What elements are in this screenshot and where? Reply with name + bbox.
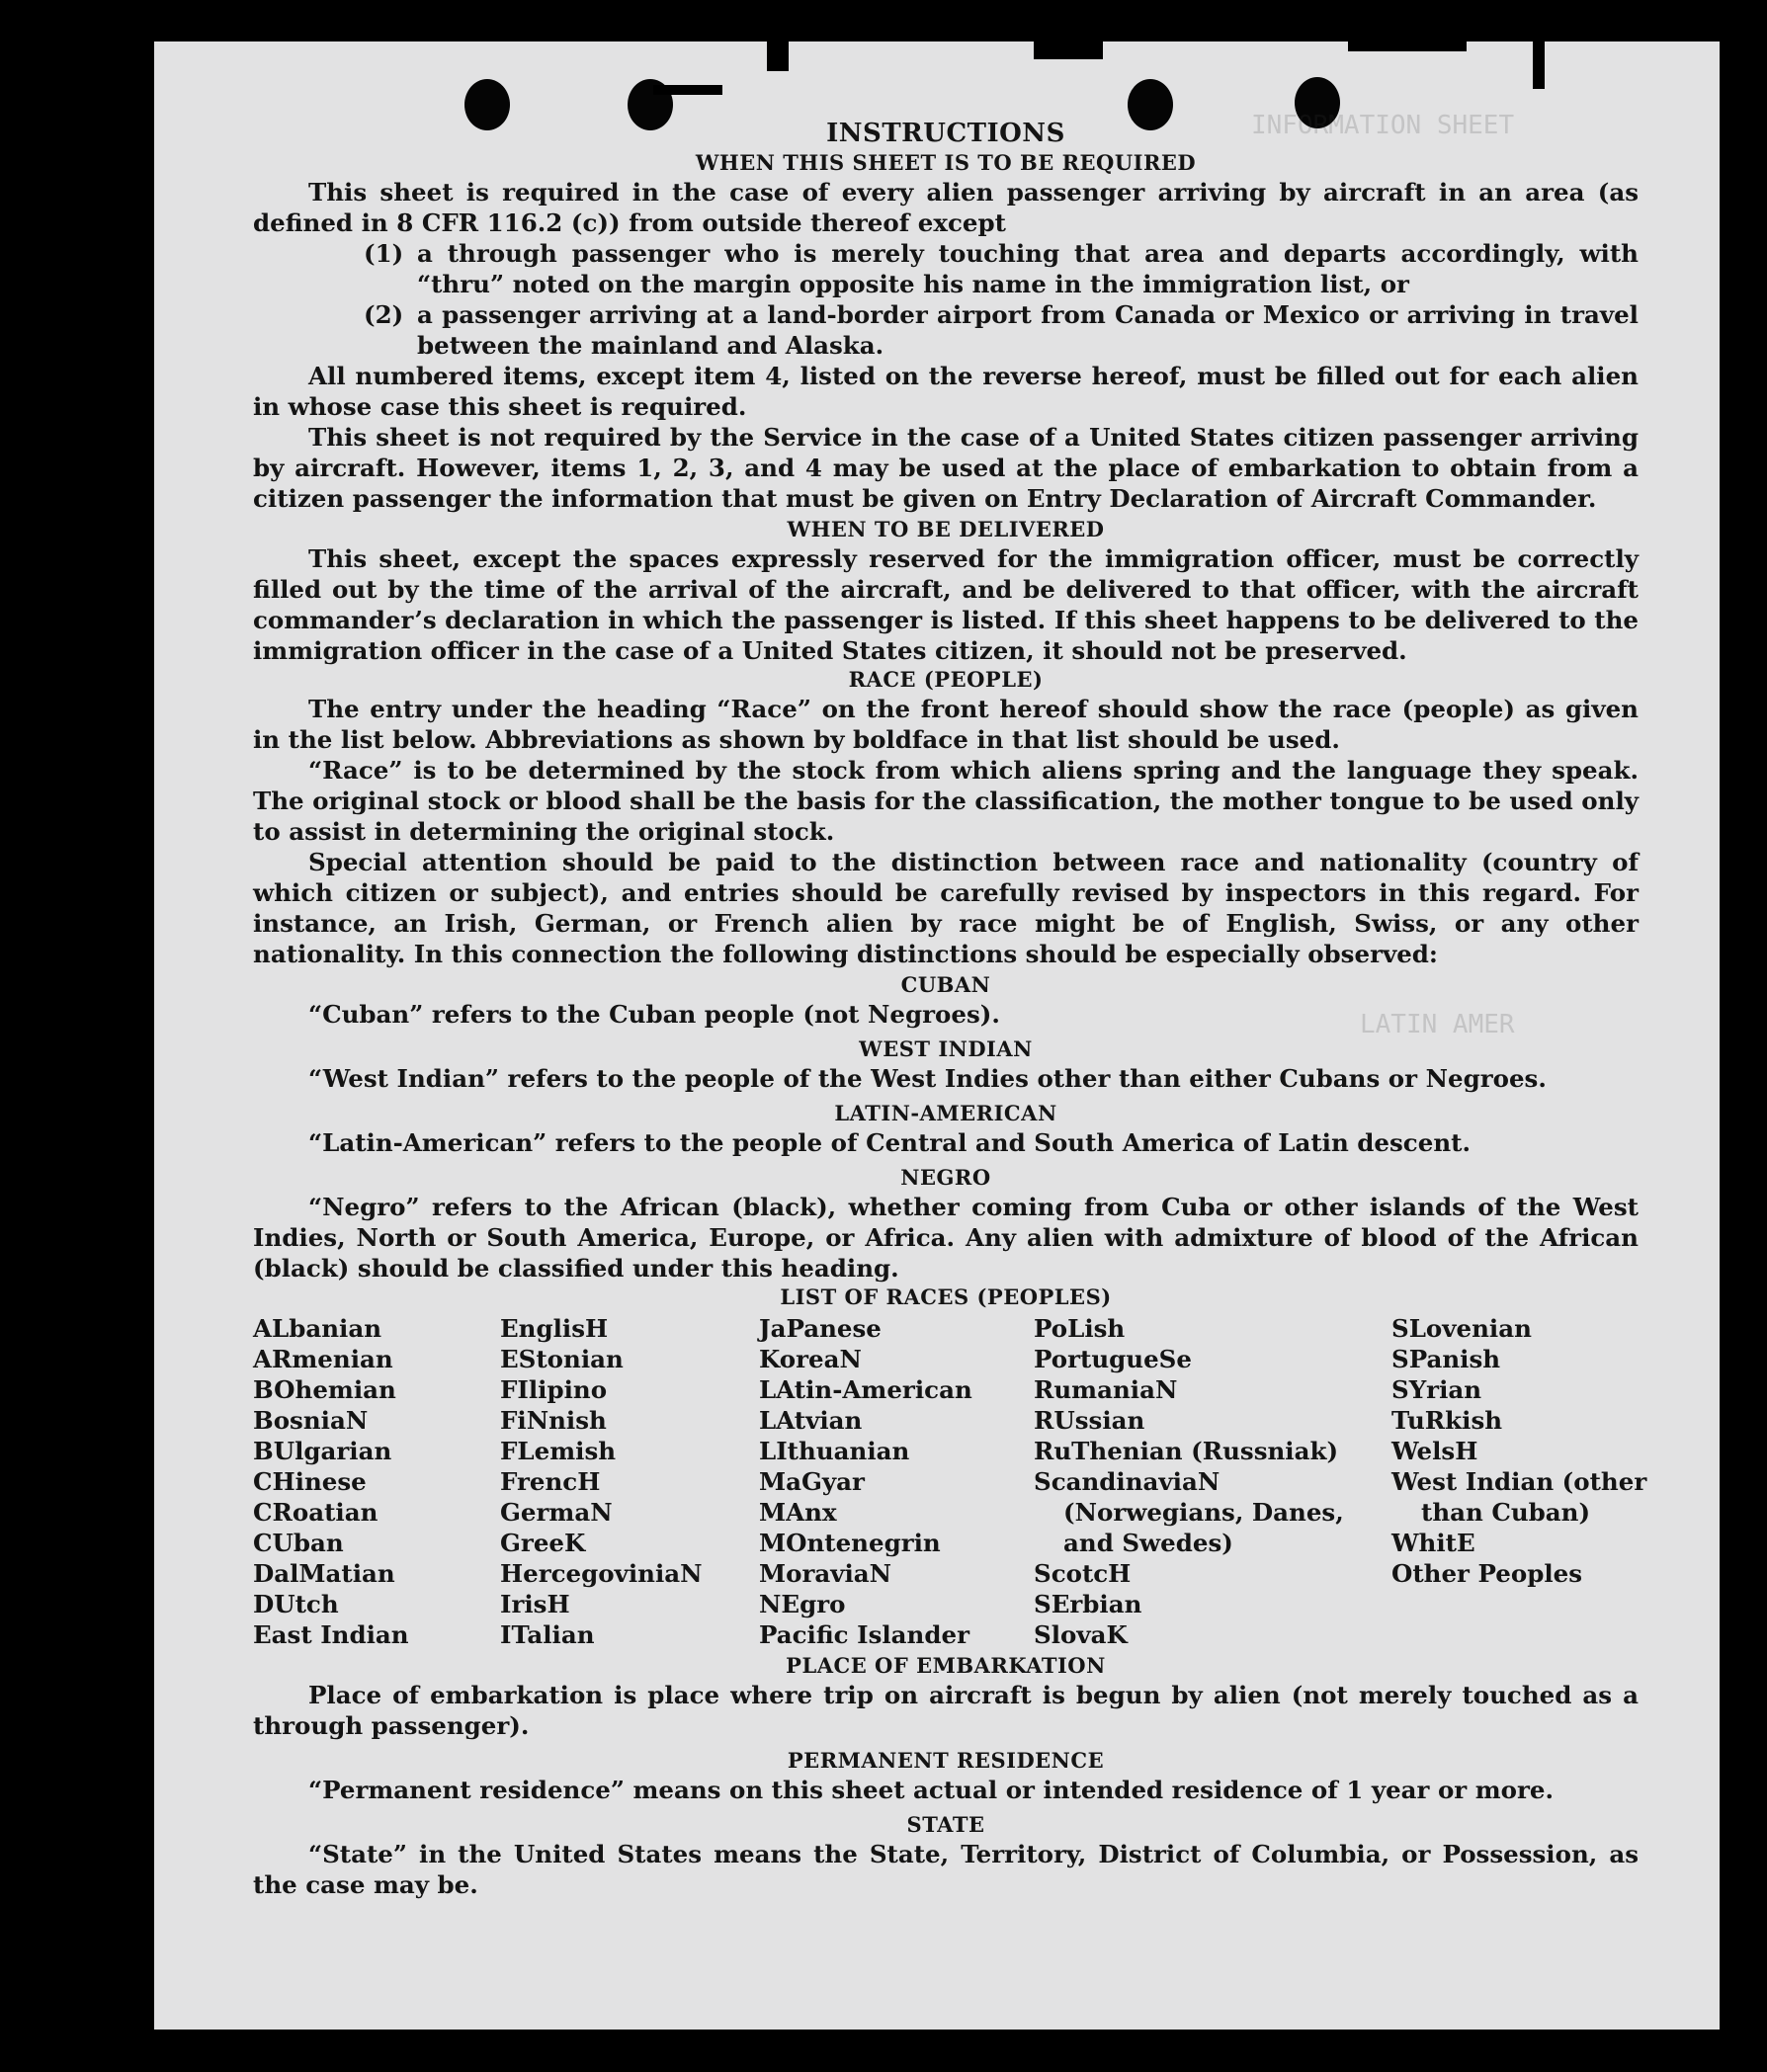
race-list	[253, 1313, 1647, 1650]
race-entry: LAtvian	[759, 1406, 863, 1435]
race-column	[253, 1313, 500, 1650]
race-entry: HercegoviniaN	[500, 1559, 703, 1588]
race-entry: RumaniaN	[1034, 1375, 1178, 1404]
paragraph-cuban: “Cuban” refers to the Cuban people (not Negroes).	[308, 1000, 1000, 1029]
race-column	[500, 1313, 759, 1650]
race-entry: SPanish	[1391, 1345, 1501, 1373]
paragraph-required-intro: This sheet is required in the case of every alien passenger arriving by aircraft in an area (as defined in 8 CFR 116.2 (c)) from outside thereof except	[253, 178, 1639, 237]
race-entry: CUban	[253, 1529, 344, 1557]
bleed-through: LATIN AMER	[1360, 1010, 1515, 1039]
torn-edge	[767, 41, 789, 71]
race-entry: SYrian	[1391, 1375, 1482, 1404]
race-entry: TuRkish	[1391, 1406, 1503, 1435]
race-entry: DUtch	[253, 1590, 339, 1618]
page-title: INSTRUCTIONS	[826, 119, 1065, 148]
torn-edge	[1533, 41, 1545, 89]
paragraph-negro: “Negro” refers to the African (black), whether coming from Cuba or other islands of the West Indies, North or South America, Europe, or Africa. Any alien with admixture of blood of the African (black) should be classified under this heading.	[253, 1193, 1639, 1283]
paragraph-embarkation: Place of embarkation is place where trip on aircraft is begun by alien (not merely touched as a through passenger).	[253, 1681, 1639, 1740]
race-entry: Other Peoples	[1391, 1559, 1583, 1588]
torn-edge	[653, 85, 722, 95]
race-entry: West Indian (other than Cuban)	[1391, 1467, 1647, 1527]
race-entry: KoreaN	[759, 1345, 862, 1373]
race-entry: DalMatian	[253, 1559, 395, 1588]
section-heading-race: RACE (PEOPLE)	[848, 667, 1044, 692]
race-entry: ARmenian	[253, 1345, 393, 1373]
race-entry: IrisH	[500, 1590, 570, 1618]
race-entry: MAnx	[759, 1498, 837, 1527]
paragraph-race-entry: The entry under the heading “Race” on the front hereof should show the race (people) as given in the list below. Abbreviations as shown by boldface in that list should be used.	[253, 695, 1639, 754]
race-entry: LIthuanian	[759, 1437, 910, 1465]
paragraph-west-indian: “West Indian” refers to the people of the West Indies other than either Cubans or Negroes.	[308, 1064, 1547, 1093]
exception-number: (1)	[364, 239, 404, 268]
race-entry: RuThenian (Russniak)	[1034, 1437, 1339, 1465]
exception-text: a passenger arriving at a land-border airport from Canada or Mexico or arriving in travel between the mainland and Alaska.	[417, 300, 1639, 360]
race-entry: ALbanian	[253, 1314, 382, 1343]
section-heading-embarkation: PLACE OF EMBARKATION	[786, 1653, 1106, 1678]
race-entry: BUlgarian	[253, 1437, 392, 1465]
race-entry: FiNnish	[500, 1406, 607, 1435]
instructions-content	[253, 119, 1647, 1900]
section-heading-list-of-races: LIST OF RACES (PEOPLES)	[780, 1285, 1112, 1309]
section-heading-west-indian: WEST INDIAN	[859, 1036, 1033, 1061]
race-entry: MOntenegrin	[759, 1529, 941, 1557]
race-entry: EnglisH	[500, 1314, 609, 1343]
race-entry: ScandinaviaN (Norwegians, Danes, and Swedes)	[1034, 1467, 1344, 1557]
bleed-through: INFORMATION SHEET	[1251, 111, 1515, 140]
race-entry: East Indian	[253, 1620, 409, 1649]
race-entry: FrencH	[500, 1467, 601, 1496]
section-heading-state: STATE	[906, 1812, 985, 1837]
paragraph-citizen: This sheet is not required by the Service in the case of a United States citizen passenger arriving by aircraft. However, items 1, 2, 3, and 4 may be used at the place of embarkation to obtain from a citizen passenger the information that must be given on Entry Declaration of Aircraft Commander.	[253, 423, 1639, 513]
section-heading-delivered: WHEN TO BE DELIVERED	[787, 517, 1105, 541]
race-entry: GermaN	[500, 1498, 613, 1527]
race-entry: EStonian	[500, 1345, 624, 1373]
exception-number: (2)	[364, 300, 404, 329]
race-entry: SLovenian	[1391, 1314, 1532, 1343]
paragraph-race-distinction: Special attention should be paid to the distinction between race and nationality (country of which citizen or subject), and entries should be carefully revised by inspectors in this regard. For instance, an Irish, German, or French alien by race might be of English, Swiss, or any other nationality. In this connection the following distinctions should be especially observed:	[253, 848, 1639, 968]
race-entry: PoLish	[1034, 1314, 1126, 1343]
paragraph-race-definition: “Race” is to be determined by the stock from which aliens spring and the language they speak. The original stock or blood shall be the basis for the classification, the mother tongue to be used only to assist in determining the original stock.	[253, 756, 1639, 846]
race-entry: SlovaK	[1034, 1620, 1128, 1649]
race-entry: WelsH	[1391, 1437, 1478, 1465]
section-heading-latin-american: LATIN-AMERICAN	[834, 1101, 1057, 1125]
torn-edge	[1348, 41, 1467, 51]
paragraph-state: “State” in the United States means the State, Territory, District of Columbia, or Possession, as the case may be.	[253, 1840, 1639, 1899]
torn-edge	[1034, 41, 1103, 59]
race-entry: CHinese	[253, 1467, 367, 1496]
race-entry: SErbian	[1034, 1590, 1142, 1618]
race-entry: BosniaN	[253, 1406, 369, 1435]
race-entry: JaPanese	[759, 1314, 882, 1343]
race-column	[1034, 1313, 1391, 1650]
exception-item	[253, 299, 1639, 361]
race-entry: FIlipino	[500, 1375, 608, 1404]
race-entry: GreeK	[500, 1529, 586, 1557]
document-sheet	[154, 41, 1720, 2030]
race-entry: ScotcH	[1034, 1559, 1132, 1588]
race-column	[1391, 1313, 1647, 1650]
race-entry: NEgro	[759, 1590, 846, 1618]
race-entry: MaGyar	[759, 1467, 865, 1496]
paragraph-required-items: All numbered items, except item 4, listed on the reverse hereof, must be filled out for each alien in whose case this sheet is required.	[253, 362, 1639, 421]
race-entry: BOhemian	[253, 1375, 396, 1404]
exception-text: a through passenger who is merely touching that area and departs accordingly, with “thru” noted on the margin opposite his name in the immigration list, or	[417, 239, 1639, 298]
section-heading-residence: PERMANENT RESIDENCE	[787, 1748, 1105, 1773]
paragraph-latin-american: “Latin-American” refers to the people of Central and South America of Latin descent.	[308, 1128, 1471, 1157]
race-entry: MoraviaN	[759, 1559, 892, 1588]
section-heading-negro: NEGRO	[900, 1165, 991, 1190]
race-entry: PortugueSe	[1034, 1345, 1192, 1373]
exception-item	[253, 238, 1639, 299]
race-entry: LAtin-American	[759, 1375, 972, 1404]
race-entry: CRoatian	[253, 1498, 379, 1527]
paragraph-residence: “Permanent residence” means on this sheet actual or intended residence of 1 year or more.	[308, 1776, 1555, 1804]
race-entry: ITalian	[500, 1620, 595, 1649]
race-entry: WhitE	[1391, 1529, 1475, 1557]
section-heading-required: WHEN THIS SHEET IS TO BE REQUIRED	[695, 150, 1197, 175]
paragraph-delivered: This sheet, except the spaces expressly reserved for the immigration officer, must be correctly filled out by the time of the arrival of the aircraft, and be delivered to that officer, with the aircraft commander’s declaration in which the passenger is listed. If this sheet happens to be delivered to the immigration officer in the case of a United States citizen, it should not be preserved.	[253, 544, 1639, 665]
race-entry: Pacific Islander	[759, 1620, 969, 1649]
race-entry: FLemish	[500, 1437, 617, 1465]
race-entry: RUssian	[1034, 1406, 1145, 1435]
section-heading-cuban: CUBAN	[900, 972, 991, 997]
race-column	[759, 1313, 1034, 1650]
